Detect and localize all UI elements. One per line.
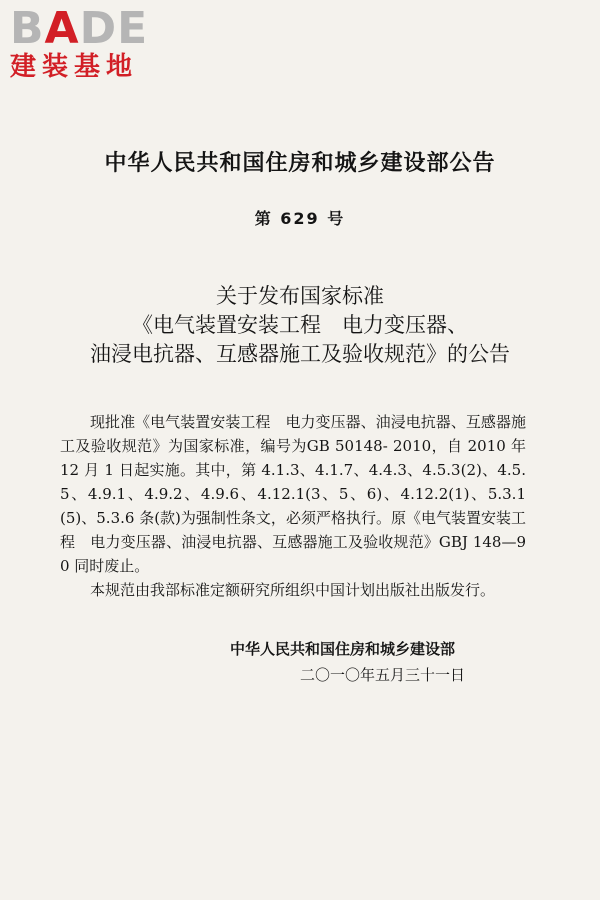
announcement-number: 第 629 号: [254, 209, 346, 228]
body-paragraph: 现批准《电气装置安装工程 电力变压器、油浸电抗器、互感器施工及验收规范》为国家标准，编号为GB 50148- 2010，自 2010 年 12 月 1 日起实施。其中，第 4.1.3、4.1.7、4.4.3、4.5.3(2)、4.5.5、4.9.1、4.9.2、4.9.6、4.12.1(3、5、6)、4.12.2(1)、5.3.1(5)、5.3.6 条(款)为强制性条文，必须严格执行。原《电气装置安装工程 电力变压器、油浸电抗器、互感器施工及验收规范》GBJ 148—90 同时废止。: [60, 413, 526, 575]
subject-line: 《电气装置安装工程 电力变压器、: [132, 313, 468, 337]
signature-organization: 中华人民共和国住房和城乡建设部: [230, 640, 456, 658]
logo-subtitle: 建装基地: [10, 52, 139, 82]
subject-line: 关于发布国家标准: [216, 284, 384, 308]
logo-letters-de: DE: [79, 3, 149, 54]
logo-wordmark: [10, 3, 180, 54]
subject-line: 油浸电抗器、互感器施工及验收规范》的公告: [90, 342, 510, 366]
bade-logo: [10, 3, 180, 82]
announcement-issuer-title: 中华人民共和国住房和城乡建设部公告: [104, 151, 496, 176]
signature-block: [230, 636, 530, 688]
announcement-body: [60, 410, 526, 602]
logo-letter-a: A: [44, 3, 80, 54]
logo-letter-b: B: [10, 3, 45, 54]
body-paragraph: 本规范由我部标准定额研究所组织中国计划出版社出版发行。: [90, 581, 496, 599]
announcement-subject: [60, 282, 540, 369]
signature-date: 二〇一〇年五月三十一日: [300, 666, 466, 684]
